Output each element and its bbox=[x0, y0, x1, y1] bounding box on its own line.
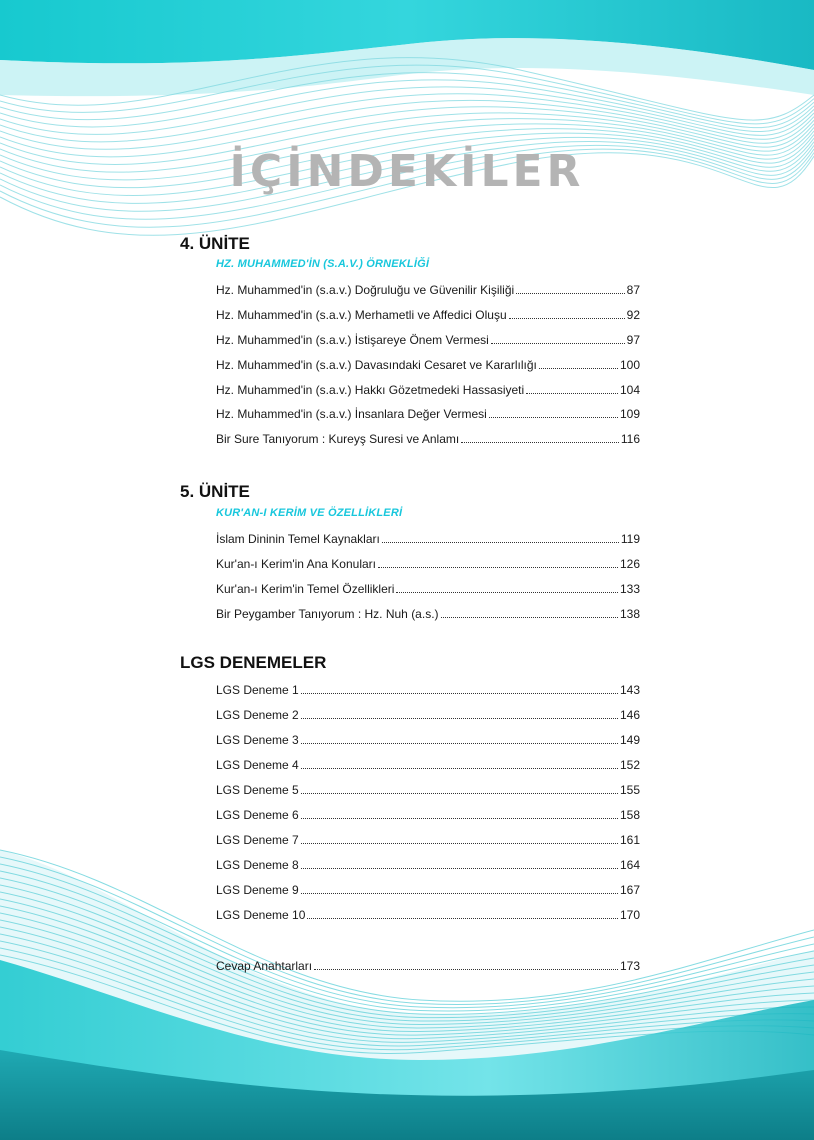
toc-entry-label: Cevap Anahtarları bbox=[216, 959, 313, 973]
dot-leader bbox=[301, 782, 618, 794]
toc-entry[interactable] bbox=[216, 581, 640, 597]
toc-entry[interactable] bbox=[216, 732, 640, 748]
toc-entry[interactable] bbox=[216, 907, 640, 923]
toc-entry-page: 152 bbox=[619, 758, 640, 772]
toc-entry-label: Bir Peygamber Tanıyorum : Hz. Nuh (a.s.) bbox=[216, 607, 439, 621]
toc-entry-page: 158 bbox=[619, 808, 640, 822]
lgs-heading: LGS DENEMELER bbox=[180, 653, 327, 672]
toc-entry[interactable] bbox=[216, 807, 640, 823]
toc-entry[interactable] bbox=[216, 406, 640, 422]
toc-entry-label: LGS Deneme 1 bbox=[216, 683, 299, 697]
dot-leader bbox=[539, 357, 618, 369]
toc-entry-answer-keys[interactable] bbox=[216, 958, 640, 974]
dot-leader bbox=[378, 556, 618, 568]
unit-4-heading: 4. ÜNİTE bbox=[180, 234, 250, 253]
toc-entry-label: Hz. Muhammed'in (s.a.v.) İstişareye Önem Vermesi bbox=[216, 333, 489, 347]
dot-leader bbox=[491, 332, 625, 344]
toc-entry-label: Bir Sure Tanıyorum : Kureyş Suresi ve Anlamı bbox=[216, 432, 460, 446]
toc-entry-label: LGS Deneme 2 bbox=[216, 708, 299, 722]
toc-entry-label: İslam Dininin Temel Kaynakları bbox=[216, 532, 380, 546]
toc-entry-page: 143 bbox=[619, 683, 640, 697]
dot-leader bbox=[301, 857, 618, 869]
dot-leader bbox=[489, 406, 618, 418]
unit-5-subheading: KUR'AN-I KERİM VE ÖZELLİKLERİ bbox=[216, 507, 403, 519]
dot-leader bbox=[509, 307, 625, 319]
dot-leader bbox=[516, 282, 624, 294]
toc-entry-page: 164 bbox=[619, 858, 640, 872]
toc-entry[interactable] bbox=[216, 882, 640, 898]
toc-entry[interactable] bbox=[216, 782, 640, 798]
toc-entry[interactable] bbox=[216, 357, 640, 373]
toc-entry-label: Hz. Muhammed'in (s.a.v.) Doğruluğu ve Güvenilir Kişiliği bbox=[216, 283, 515, 297]
toc-entry[interactable] bbox=[216, 832, 640, 848]
toc-entry-page: 92 bbox=[626, 308, 640, 322]
toc-entry-page: 119 bbox=[620, 532, 640, 546]
toc-entry[interactable] bbox=[216, 707, 640, 723]
toc-entry-page: 155 bbox=[619, 783, 640, 797]
dot-leader bbox=[301, 807, 618, 819]
toc-entry-page: 149 bbox=[619, 733, 640, 747]
dot-leader bbox=[301, 682, 618, 694]
dot-leader bbox=[301, 707, 618, 719]
toc-entry-label: LGS Deneme 9 bbox=[216, 883, 299, 897]
toc-entry-label: Hz. Muhammed'in (s.a.v.) İnsanlara Değer Vermesi bbox=[216, 407, 487, 421]
dot-leader bbox=[301, 832, 618, 844]
toc-entry-page: 173 bbox=[619, 959, 640, 973]
dot-leader bbox=[307, 907, 618, 919]
toc-entry[interactable] bbox=[216, 282, 640, 298]
dot-leader bbox=[382, 531, 619, 543]
toc-entry-label: Kur'an-ı Kerim'in Ana Konuları bbox=[216, 557, 376, 571]
toc-entry-label: Hz. Muhammed'in (s.a.v.) Hakkı Gözetmedeki Hassasiyeti bbox=[216, 383, 525, 397]
toc-entry[interactable] bbox=[216, 531, 640, 547]
dot-leader bbox=[301, 882, 618, 894]
toc-entry[interactable] bbox=[216, 757, 640, 773]
toc-entry-page: 146 bbox=[619, 708, 640, 722]
toc-entry-label: LGS Deneme 4 bbox=[216, 758, 299, 772]
dot-leader bbox=[314, 958, 618, 970]
toc-entry-page: 97 bbox=[626, 333, 640, 347]
toc-entry-page: 167 bbox=[619, 883, 640, 897]
toc-entry[interactable] bbox=[216, 431, 640, 447]
toc-entry-label: LGS Deneme 5 bbox=[216, 783, 299, 797]
toc-entry-label: LGS Deneme 7 bbox=[216, 833, 299, 847]
toc-entry-page: 116 bbox=[620, 432, 640, 446]
toc-entry-page: 126 bbox=[619, 557, 640, 571]
unit-5-heading: 5. ÜNİTE bbox=[180, 482, 250, 501]
dot-leader bbox=[461, 431, 619, 443]
toc-entry[interactable] bbox=[216, 307, 640, 323]
toc-entry-page: 133 bbox=[619, 582, 640, 596]
toc-entry-page: 87 bbox=[626, 283, 640, 297]
toc-entry-page: 138 bbox=[619, 607, 640, 621]
toc-entry[interactable] bbox=[216, 606, 640, 622]
toc-entry-label: LGS Deneme 10 bbox=[216, 908, 306, 922]
toc-entry[interactable] bbox=[216, 682, 640, 698]
toc-entry[interactable] bbox=[216, 382, 640, 398]
dot-leader bbox=[396, 581, 618, 593]
toc-entry-page: 170 bbox=[619, 908, 640, 922]
toc-entry-page: 100 bbox=[619, 358, 640, 372]
toc-entry[interactable] bbox=[216, 857, 640, 873]
toc-entry-label: LGS Deneme 6 bbox=[216, 808, 299, 822]
toc-entry-page: 109 bbox=[619, 407, 640, 421]
toc-entry-label: Hz. Muhammed'in (s.a.v.) Davasındaki Cesaret ve Kararlılığı bbox=[216, 358, 537, 372]
toc-entry-label: LGS Deneme 3 bbox=[216, 733, 299, 747]
toc-entry[interactable] bbox=[216, 332, 640, 348]
toc-entry[interactable] bbox=[216, 556, 640, 572]
toc-entry-page: 161 bbox=[619, 833, 640, 847]
toc-entry-label: Kur'an-ı Kerim'in Temel Özellikleri bbox=[216, 582, 395, 596]
toc-entry-label: Hz. Muhammed'in (s.a.v.) Merhametli ve Affedici Oluşu bbox=[216, 308, 507, 322]
dot-leader bbox=[526, 382, 618, 394]
dot-leader bbox=[301, 732, 618, 744]
toc-entry-label: LGS Deneme 8 bbox=[216, 858, 299, 872]
page-title: İÇİNDEKİLER bbox=[229, 146, 585, 197]
dot-leader bbox=[441, 606, 618, 618]
unit-4-subheading: HZ. MUHAMMED'İN (S.A.V.) ÖRNEKLİĞİ bbox=[216, 258, 430, 270]
dot-leader bbox=[301, 757, 618, 769]
toc-entry-page: 104 bbox=[619, 383, 640, 397]
